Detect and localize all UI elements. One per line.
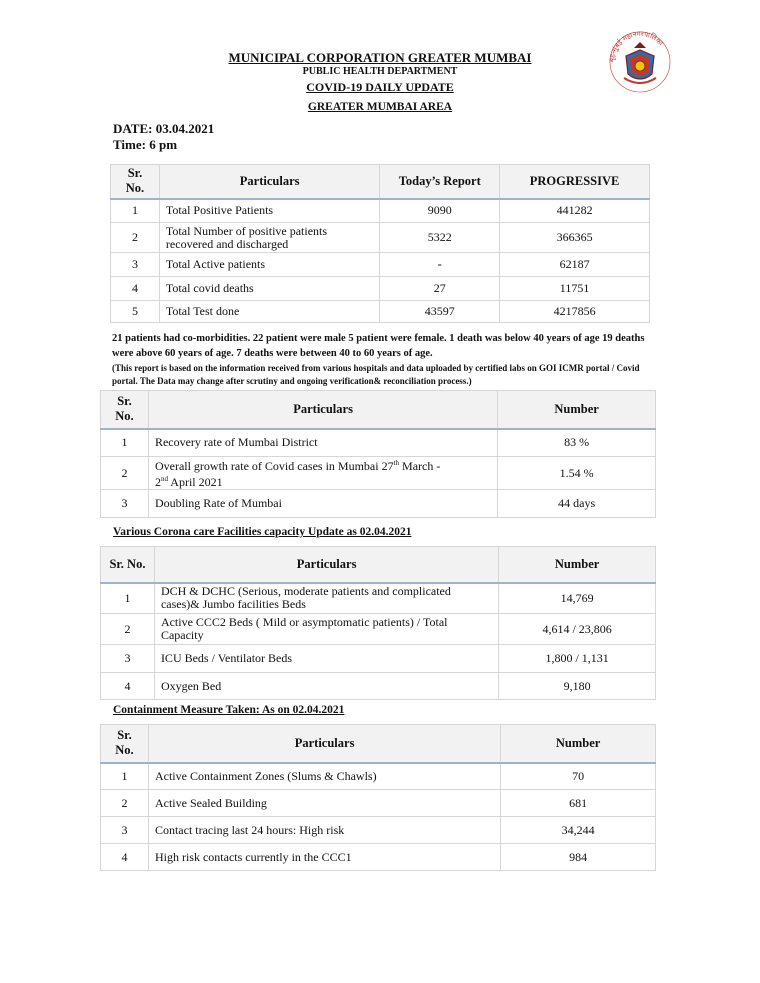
col-number: Number bbox=[501, 725, 656, 763]
todays-value: - bbox=[380, 253, 500, 277]
daily-summary-table bbox=[110, 164, 650, 323]
particular: Total covid deaths bbox=[159, 277, 379, 301]
number-value: 1.54 % bbox=[498, 457, 656, 490]
sr-no: 4 bbox=[101, 673, 155, 700]
particular: DCH & DCHC (Serious, moderate patients and complicated cases)& Jumbo facilities Beds bbox=[154, 583, 498, 614]
org-name: MUNICIPAL CORPORATION GREATER MUMBAI bbox=[228, 50, 532, 65]
data-source-note: (This report is based on the information received from various hospitals and data uploaded by certified labs on GOI ICMR portal / Covid portal. The Data may change after scrutiny and ongoing verification& reconciliation process.) bbox=[112, 363, 640, 386]
sr-no: 1 bbox=[111, 199, 160, 223]
col-sr-no: Sr. No. bbox=[101, 547, 155, 583]
table-header-row bbox=[101, 725, 656, 763]
particular: Contact tracing last 24 hours: High risk bbox=[148, 817, 500, 844]
col-sr-no: Sr. No. bbox=[111, 165, 160, 199]
number-value: 83 % bbox=[498, 429, 656, 457]
progressive-value: 441282 bbox=[500, 199, 650, 223]
report-time: Time: 6 pm bbox=[113, 137, 178, 152]
facilities-table bbox=[100, 546, 656, 700]
todays-value: 27 bbox=[380, 277, 500, 301]
col-sr-no: Sr. No. bbox=[101, 725, 149, 763]
rates-table bbox=[100, 390, 656, 518]
sr-no: 5 bbox=[111, 301, 160, 323]
number-value: 4,614 / 23,806 bbox=[499, 614, 656, 645]
number-value: 1,800 / 1,131 bbox=[499, 645, 656, 673]
particular: Recovery rate of Mumbai District bbox=[148, 429, 497, 457]
table-header-row bbox=[101, 391, 656, 429]
todays-value: 5322 bbox=[380, 223, 500, 253]
particular: Total Number of positive patients recovered and discharged bbox=[159, 223, 379, 253]
table-row bbox=[101, 790, 656, 817]
sr-no: 2 bbox=[101, 790, 149, 817]
particular: Total Active patients bbox=[159, 253, 379, 277]
sr-no: 2 bbox=[111, 223, 160, 253]
sr-no: 1 bbox=[101, 583, 155, 614]
progressive-value: 62187 bbox=[500, 253, 650, 277]
table-row bbox=[111, 199, 650, 223]
table-row bbox=[111, 277, 650, 301]
col-sr-no: Sr. No. bbox=[101, 391, 149, 429]
number-value: 9,180 bbox=[499, 673, 656, 700]
col-particulars: Particulars bbox=[154, 547, 498, 583]
table-row bbox=[101, 673, 656, 700]
area-title: GREATER MUMBAI AREA bbox=[307, 101, 453, 113]
progressive-value: 4217856 bbox=[500, 301, 650, 323]
sr-no: 2 bbox=[101, 457, 149, 490]
mcgm-logo bbox=[604, 22, 676, 94]
containment-title: Containment Measure Taken: As on 02.04.2021 bbox=[113, 704, 345, 716]
particular: Total Test done bbox=[159, 301, 379, 323]
table-row bbox=[101, 614, 656, 645]
sr-no: 4 bbox=[101, 844, 149, 871]
sr-no: 1 bbox=[101, 429, 149, 457]
particular: Active Sealed Building bbox=[148, 790, 500, 817]
table-row bbox=[101, 583, 656, 614]
table-row bbox=[111, 301, 650, 323]
number-value: 681 bbox=[501, 790, 656, 817]
particular: Oxygen Bed bbox=[154, 673, 498, 700]
col-particulars: Particulars bbox=[148, 391, 497, 429]
sr-no: 3 bbox=[111, 253, 160, 277]
progressive-value: 366365 bbox=[500, 223, 650, 253]
table-row bbox=[111, 223, 650, 253]
sr-no: 3 bbox=[101, 490, 149, 518]
col-progressive: PROGRESSIVE bbox=[500, 165, 650, 199]
col-particulars: Particulars bbox=[148, 725, 500, 763]
table-row bbox=[111, 253, 650, 277]
particular: Total Positive Patients bbox=[159, 199, 379, 223]
particular: High risk contacts currently in the CCC1 bbox=[148, 844, 500, 871]
col-number: Number bbox=[499, 547, 656, 583]
comorbidity-note: 21 patients had co-morbidities. 22 patient were male 5 patient were female. 1 death was below 40 years of age 19 deaths were above 60 years of age. 7 deaths were between 40 to 60 years of age. bbox=[112, 333, 645, 359]
particular: Active Containment Zones (Slums & Chawls) bbox=[148, 763, 500, 790]
table-row bbox=[101, 844, 656, 871]
particular: ICU Beds / Ventilator Beds bbox=[154, 645, 498, 673]
number-value: 14,769 bbox=[499, 583, 656, 614]
department-name: PUBLIC HEALTH DEPARTMENT bbox=[302, 66, 458, 77]
particular: Doubling Rate of Mumbai bbox=[148, 490, 497, 518]
report-title: COVID-19 DAILY UPDATE bbox=[306, 80, 454, 94]
number-value: 44 days bbox=[498, 490, 656, 518]
containment-table bbox=[100, 724, 656, 871]
table-row bbox=[101, 817, 656, 844]
todays-value: 43597 bbox=[380, 301, 500, 323]
todays-value: 9090 bbox=[380, 199, 500, 223]
table-header-row bbox=[101, 547, 656, 583]
sr-no: 3 bbox=[101, 817, 149, 844]
table-row bbox=[101, 645, 656, 673]
progressive-value: 11751 bbox=[500, 277, 650, 301]
sr-no: 2 bbox=[101, 614, 155, 645]
sr-no: 3 bbox=[101, 645, 155, 673]
number-value: 70 bbox=[501, 763, 656, 790]
table-row bbox=[101, 490, 656, 518]
report-date: DATE: 03.04.2021 bbox=[113, 121, 215, 136]
col-number: Number bbox=[498, 391, 656, 429]
facilities-title: Various Corona care Facilities capacity Update as 02.04.2021 bbox=[113, 526, 412, 538]
particular-growth-rate: Overall growth rate of Covid cases in Mumbai 27th March - 2nd April 2021 bbox=[148, 457, 497, 490]
table-row bbox=[101, 763, 656, 790]
number-value: 34,244 bbox=[501, 817, 656, 844]
col-particulars: Particulars bbox=[159, 165, 379, 199]
particular: Active CCC2 Beds ( Mild or asymptomatic patients) / Total Capacity bbox=[154, 614, 498, 645]
table-row bbox=[101, 429, 656, 457]
table-header-row bbox=[111, 165, 650, 199]
number-value: 984 bbox=[501, 844, 656, 871]
svg-text:बृहन्मुंबई महानगरपालिका: बृहन्मुंबई महानगरपालिका bbox=[607, 29, 665, 63]
sr-no: 4 bbox=[111, 277, 160, 301]
table-row bbox=[101, 457, 656, 490]
sr-no: 1 bbox=[101, 763, 149, 790]
col-todays-report: Today’s Report bbox=[380, 165, 500, 199]
